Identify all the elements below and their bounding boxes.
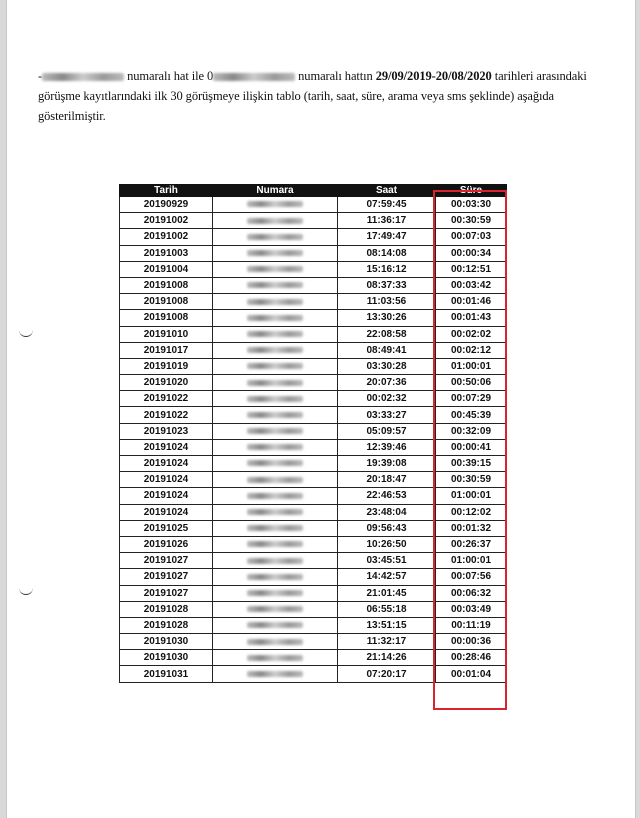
cell-number-redacted: [213, 229, 338, 245]
redacted-number: [247, 331, 303, 337]
cell-number-redacted: [213, 634, 338, 650]
cell-duration: 00:06:32: [436, 585, 507, 601]
table-row: [120, 407, 507, 423]
cell-duration: 00:30:59: [436, 472, 507, 488]
cell-date: 20191002: [120, 213, 213, 229]
cell-date: 20191024: [120, 439, 213, 455]
cell-number-redacted: [213, 650, 338, 666]
cell-duration: 00:07:56: [436, 569, 507, 585]
table-row: [120, 601, 507, 617]
cell-time: 21:01:45: [338, 585, 436, 601]
redacted-number: [247, 460, 303, 466]
cell-time: 20:07:36: [338, 375, 436, 391]
redacted-number: [247, 347, 303, 353]
cell-number-redacted: [213, 391, 338, 407]
redacted-number: [247, 396, 303, 402]
table-row: [120, 277, 507, 293]
redacted-number: [247, 412, 303, 418]
cell-duration: 00:01:43: [436, 310, 507, 326]
table-row: [120, 197, 507, 213]
redacted-number: [247, 266, 303, 272]
table-row: [120, 520, 507, 536]
cell-duration: 00:30:59: [436, 213, 507, 229]
redacted-number: [247, 606, 303, 612]
cell-date: 20191028: [120, 617, 213, 633]
table-row: [120, 617, 507, 633]
redacted-number: [247, 380, 303, 386]
cell-duration: 00:07:03: [436, 229, 507, 245]
cell-number-redacted: [213, 520, 338, 536]
cell-number-redacted: [213, 553, 338, 569]
cell-time: 03:30:28: [338, 358, 436, 374]
cell-number-redacted: [213, 423, 338, 439]
redacted-number: [247, 493, 303, 499]
redacted-number: [247, 282, 303, 288]
cell-number-redacted: [213, 245, 338, 261]
cell-number-redacted: [213, 617, 338, 633]
cell-date: 20191027: [120, 569, 213, 585]
redacted-number: [247, 509, 303, 515]
cell-duration: 00:32:09: [436, 423, 507, 439]
table-row: [120, 358, 507, 374]
cell-time: 08:37:33: [338, 277, 436, 293]
redacted-number: [247, 558, 303, 564]
cell-time: 07:59:45: [338, 197, 436, 213]
cell-duration: 00:50:06: [436, 375, 507, 391]
cell-number-redacted: [213, 472, 338, 488]
cell-number-redacted: [213, 375, 338, 391]
cell-time: 06:55:18: [338, 601, 436, 617]
cell-date: 20191027: [120, 585, 213, 601]
cell-time: 08:49:41: [338, 342, 436, 358]
redacted-number: [247, 671, 303, 677]
cell-time: 11:03:56: [338, 294, 436, 310]
cell-time: 09:56:43: [338, 520, 436, 536]
cell-date: 20191031: [120, 666, 213, 682]
cell-date: 20191024: [120, 456, 213, 472]
table-row: [120, 536, 507, 552]
cell-date: 20191004: [120, 261, 213, 277]
cell-date: 20191024: [120, 472, 213, 488]
cell-date: 20191025: [120, 520, 213, 536]
cell-duration: 01:00:01: [436, 488, 507, 504]
cell-time: 03:45:51: [338, 553, 436, 569]
cell-time: 00:02:32: [338, 391, 436, 407]
cell-number-redacted: [213, 342, 338, 358]
redacted-number: [247, 234, 303, 240]
cell-time: 10:26:50: [338, 536, 436, 552]
cell-duration: 00:03:49: [436, 601, 507, 617]
cell-time: 11:32:17: [338, 634, 436, 650]
cell-duration: 00:00:34: [436, 245, 507, 261]
cell-date: 20191017: [120, 342, 213, 358]
cell-duration: 00:26:37: [436, 536, 507, 552]
redacted-number: [247, 444, 303, 450]
header-tarih: Tarih: [120, 185, 213, 197]
cell-date: 20191030: [120, 634, 213, 650]
cell-number-redacted: [213, 666, 338, 682]
cell-number-redacted: [213, 407, 338, 423]
document-page: [6, 0, 636, 818]
redacted-number: [247, 299, 303, 305]
cell-number-redacted: [213, 488, 338, 504]
cell-duration: 00:07:29: [436, 391, 507, 407]
cell-time: 22:46:53: [338, 488, 436, 504]
cell-duration: 01:00:01: [436, 358, 507, 374]
cell-number-redacted: [213, 585, 338, 601]
cell-time: 07:20:17: [338, 666, 436, 682]
cell-number-redacted: [213, 456, 338, 472]
cell-date: 20191003: [120, 245, 213, 261]
cell-time: 19:39:08: [338, 456, 436, 472]
cell-duration: 00:00:36: [436, 634, 507, 650]
cell-number-redacted: [213, 277, 338, 293]
table-row: [120, 423, 507, 439]
cell-number-redacted: [213, 197, 338, 213]
table-row: [120, 439, 507, 455]
cell-date: 20191030: [120, 650, 213, 666]
table-row: [120, 342, 507, 358]
redacted-number: [247, 622, 303, 628]
cell-time: 17:49:47: [338, 229, 436, 245]
cell-time: 23:48:04: [338, 504, 436, 520]
redacted-number: [247, 525, 303, 531]
cell-duration: 00:01:04: [436, 666, 507, 682]
cell-date: 20191022: [120, 407, 213, 423]
table-header-row: [120, 185, 507, 197]
table-row: [120, 213, 507, 229]
date-range: 29/09/2019-20/08/2020: [375, 69, 492, 83]
cell-duration: 00:28:46: [436, 650, 507, 666]
redacted-number: [247, 363, 303, 369]
table-row: [120, 650, 507, 666]
cell-number-redacted: [213, 310, 338, 326]
table-row: [120, 666, 507, 682]
header-numara: Numara: [213, 185, 338, 197]
table-row: [120, 488, 507, 504]
header-sure: Süre: [436, 185, 507, 197]
redacted-number: [247, 590, 303, 596]
cell-date: 20191022: [120, 391, 213, 407]
table-row: [120, 261, 507, 277]
redacted-number: [247, 574, 303, 580]
table-row: [120, 634, 507, 650]
cell-number-redacted: [213, 358, 338, 374]
cell-duration: 00:03:30: [436, 197, 507, 213]
cell-time: 11:36:17: [338, 213, 436, 229]
cell-duration: 00:03:42: [436, 277, 507, 293]
redacted-number: [42, 73, 124, 81]
intro-paragraph: [38, 66, 594, 126]
table-row: [120, 504, 507, 520]
cell-duration: 00:39:15: [436, 456, 507, 472]
redacted-number: [247, 428, 303, 434]
redacted-number: [247, 655, 303, 661]
cell-time: 13:30:26: [338, 310, 436, 326]
table-row: [120, 553, 507, 569]
table-row: [120, 229, 507, 245]
cell-time: 15:16:12: [338, 261, 436, 277]
cell-time: 21:14:26: [338, 650, 436, 666]
table-row: [120, 294, 507, 310]
cell-number-redacted: [213, 213, 338, 229]
cell-date: 20191027: [120, 553, 213, 569]
para-text-3: tarihleri arasındaki görüşme kayıtlarındaki ilk 30 görüşmeye ilişkin tablo (tarih, saat, süre, arama veya sms şeklinde) aşağıda gösterilmiştir.: [38, 69, 587, 123]
cell-duration: 00:11:19: [436, 617, 507, 633]
redacted-number: [247, 477, 303, 483]
cell-date: 20191028: [120, 601, 213, 617]
redacted-number: [247, 541, 303, 547]
cell-time: 05:09:57: [338, 423, 436, 439]
cell-date: 20191023: [120, 423, 213, 439]
redacted-number: [247, 250, 303, 256]
header-saat: Saat: [338, 185, 436, 197]
cell-number-redacted: [213, 261, 338, 277]
redacted-number: [247, 218, 303, 224]
cell-duration: 00:12:02: [436, 504, 507, 520]
cell-date: 20191008: [120, 294, 213, 310]
cell-date: 20191026: [120, 536, 213, 552]
table-row: [120, 585, 507, 601]
cell-duration: 00:01:32: [436, 520, 507, 536]
table-row: [120, 456, 507, 472]
cell-duration: 00:12:51: [436, 261, 507, 277]
cell-time: 14:42:57: [338, 569, 436, 585]
cell-duration: 00:45:39: [436, 407, 507, 423]
table-row: [120, 310, 507, 326]
para-text-2: numaralı hattın: [295, 69, 376, 83]
cell-duration: 00:02:02: [436, 326, 507, 342]
cell-date: 20190929: [120, 197, 213, 213]
table-row: [120, 472, 507, 488]
margin-mark: [19, 328, 33, 337]
cell-time: 22:08:58: [338, 326, 436, 342]
cell-date: 20191024: [120, 488, 213, 504]
table-row: [120, 326, 507, 342]
para-lead: -: [38, 69, 43, 83]
cell-date: 20191010: [120, 326, 213, 342]
cell-duration: 01:00:01: [436, 553, 507, 569]
cell-time: 13:51:15: [338, 617, 436, 633]
cell-number-redacted: [213, 601, 338, 617]
table-row: [120, 569, 507, 585]
cell-time: 03:33:27: [338, 407, 436, 423]
table-row: [120, 391, 507, 407]
cell-date: 20191008: [120, 310, 213, 326]
cell-date: 20191002: [120, 229, 213, 245]
cell-duration: 00:00:41: [436, 439, 507, 455]
para-text-1: numaralı hat ile 0: [124, 69, 214, 83]
cell-date: 20191024: [120, 504, 213, 520]
cell-number-redacted: [213, 569, 338, 585]
cell-time: 08:14:08: [338, 245, 436, 261]
cell-date: 20191019: [120, 358, 213, 374]
cell-number-redacted: [213, 536, 338, 552]
cell-number-redacted: [213, 294, 338, 310]
cell-duration: 00:01:46: [436, 294, 507, 310]
cell-time: 20:18:47: [338, 472, 436, 488]
cell-time: 12:39:46: [338, 439, 436, 455]
redacted-number: [213, 73, 295, 81]
cell-number-redacted: [213, 326, 338, 342]
cell-duration: 00:02:12: [436, 342, 507, 358]
table-row: [120, 245, 507, 261]
cell-date: 20191020: [120, 375, 213, 391]
cell-number-redacted: [213, 504, 338, 520]
redacted-number: [247, 315, 303, 321]
cell-date: 20191008: [120, 277, 213, 293]
table-row: [120, 375, 507, 391]
redacted-number: [247, 639, 303, 645]
redacted-number: [247, 201, 303, 207]
cell-number-redacted: [213, 439, 338, 455]
call-records-table: [119, 184, 507, 683]
margin-mark: [19, 586, 33, 595]
